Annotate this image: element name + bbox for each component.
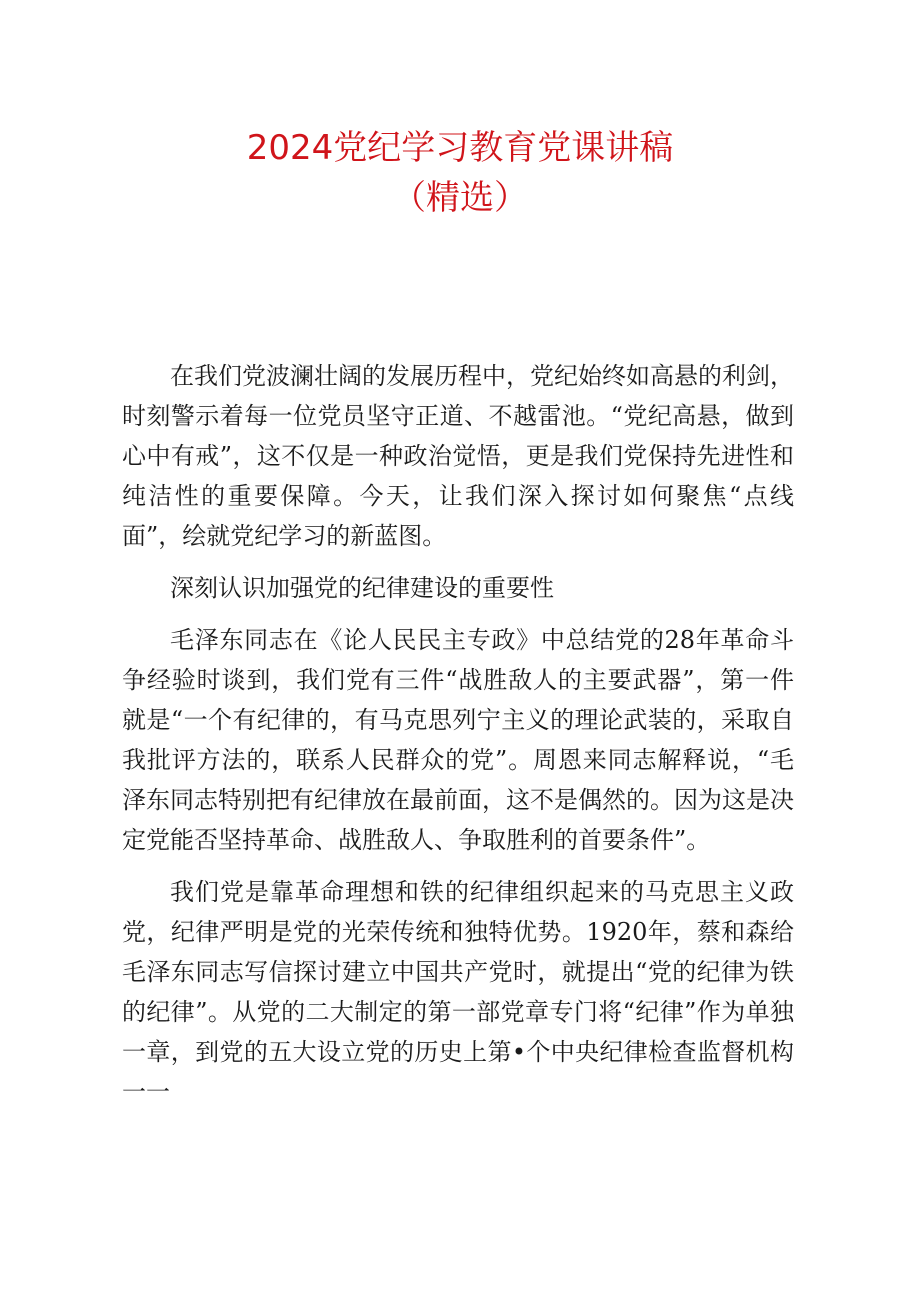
document-body [122,356,794,1124]
document-title: 2024党纪学习教育党课讲稿 [246,128,674,168]
paragraph-party-discipline-history: 我们党是靠革命理想和铁的纪律组织起来的马克思主义政党，纪律严明是党的光荣传统和独特优势。1920年，蔡和森给毛泽东同志写信探讨建立中国共产党时，就提出“党的纪律为铁的纪律”。从党的二大制定的第一部党章专门将“纪律”作为单独一章，到党的五大设立党的历史上第•个中央纪律检查监督机构一一 [122,878,794,1106]
document-subtitle: （精选） [392,178,528,218]
paragraph-intro: 在我们党波澜壮阔的发展历程中，党纪始终如高悬的利剑，时刻警示着每一位党员坚守正道、不越雷池。“党纪高悬，做到心中有戒”，这不仅是一种政治觉悟，更是我们党保持先进性和纯洁性的重要保障。今天，让我们深入探讨如何聚焦“点线面”，绘就党纪学习的新蓝图。 [122,362,794,550]
paragraph-mao-quote: 毛泽东同志在《论人民民主专政》中总结党的28年革命斗争经验时谈到，我们党有三件“战胜敌人的主要武器”，第一件就是“一个有纪律的，有马克思列宁主义的理论武装的，采取自我批评方法的，联系人民群众的党”。周恩来同志解释说，“毛泽东同志特别把有纪律放在最前面，这不是偶然的。因为这是决定党能否坚持革命、战胜敌人、争取胜利的首要条件”。 [122,626,794,854]
section-heading: 深刻认识加强党的纪律建设的重要性 [170,574,554,602]
